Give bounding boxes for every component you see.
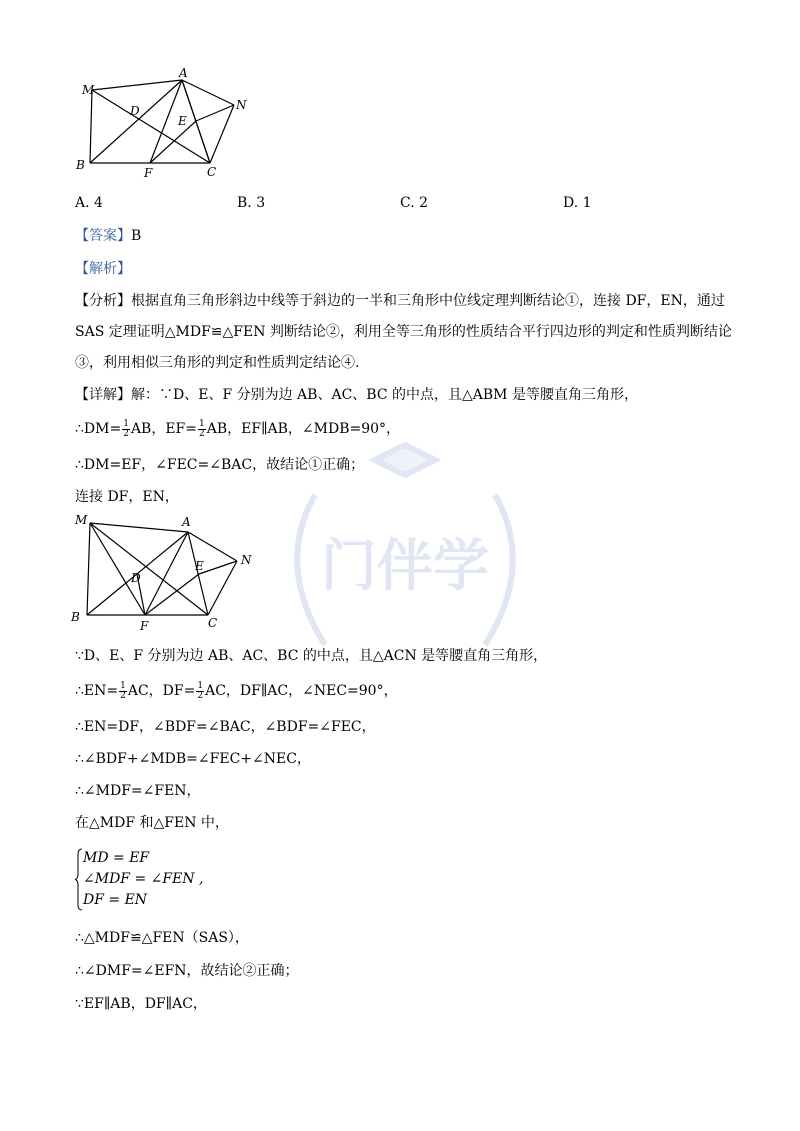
analysis-tag: 【解析】 [75,261,131,277]
analysis-line-3: ③，利用相似三角形的判定和性质判定结论④. [75,355,360,371]
answer-value: B [131,228,142,244]
proof-line-6: 在△MDF 和△FEN 中， [75,815,229,831]
detail-line-2: ∴DM= $\frac{1}{2}$ AB，EF= $\frac{1}{2}$ AB，EF∥AB，∠MDB=90°， [75,418,401,439]
detail-tag: 【详解】 [75,387,131,403]
proof-line-5: ∴∠MDF=∠FEN， [75,783,201,799]
equation-row-2: ∠MDF = ∠FEN , [83,871,204,887]
proof-line-8: ∴∠DMF=∠EFN，故结论②正确； [75,963,299,979]
fig2-label-a: A [182,515,191,529]
fig1-label-m: M [82,83,95,97]
option-a: A. 4 [75,195,103,211]
proof-line-1: ∵D、E、F 分别为边 AB、AC、BC 的中点，且△ACN 是等腰直角三角形， [75,648,548,664]
analysis-line-2: SAS 定理证明△MDF≌△FEN 判断结论②，利用全等三角形的性质结合平行四边形的判定和性质判断结论 [75,324,732,340]
fig2-label-m: M [75,513,88,527]
fig2-label-e: E [195,559,204,573]
proof-line-9: ∵EF∥AB，DF∥AC， [75,996,207,1012]
answer-tag: 【答案】 [75,228,131,244]
fig2-label-c: C [208,616,218,630]
fig1-label-a: A [179,66,188,80]
option-c: C. 2 [400,195,429,211]
detail-line-1: 【详解】解：∵D、E、F 分别为边 AB、AC、BC 的中点，且△ABM 是等腰直角三角形， [75,387,638,403]
left-brace-icon [75,848,83,911]
fig2-label-b: B [71,610,80,624]
fraction-half: $\frac{1}{2}$ [199,418,205,439]
fig1-label-f: F [144,166,153,180]
option-b: B. 3 [237,195,266,211]
answer-line [75,226,141,246]
detail-line-3: ∴DM=EF，∠FEC=∠BAC，故结论①正确； [75,457,365,473]
fig1-label-e: E [178,114,187,128]
equation-row-3: DF = EN [83,892,148,908]
fig2-label-f: F [140,619,149,633]
proof-line-3: ∴EN=DF，∠BDF=∠BAC，∠BDF=∠FEC， [75,719,376,735]
proof-line-2: ∴EN= $\frac{1}{2}$ AC，DF= $\frac{1}{2}$ AC，DF∥AC，∠NEC=90°， [75,680,398,701]
watermark-text: 门伴学 [321,534,489,599]
fig2-label-n: N [241,553,252,567]
equation-row-1: MD = EF [83,850,150,866]
proof-line-4: ∴∠BDF+∠MDB=∠FEC+∠NEC， [75,751,311,767]
fraction-half: $\frac{1}{2}$ [123,418,129,439]
analysis-tag-fenxi: 【分析】 [75,293,131,309]
fig1-label-c: C [207,165,217,179]
fig2-label-d: D [131,571,141,585]
fig1-label-d: D [130,104,140,118]
proof-line-7: ∴△MDF≌△FEN（SAS）， [75,930,249,946]
figure-1 [70,65,260,180]
fraction-half: $\frac{1}{2}$ [197,680,204,701]
option-d: D. 1 [563,195,592,211]
fig1-label-n: N [236,98,247,112]
analysis-line-1: 【分析】根据直角三角形斜边中线等于斜边的一半和三角形中位线定理判断结论①，连接 DF，EN，通过 [75,293,725,309]
detail-line-4: 连接 DF，EN， [75,489,179,505]
fig1-label-b: B [76,158,85,172]
figure-2 [65,508,265,633]
fraction-half: $\frac{1}{2}$ [120,680,126,701]
